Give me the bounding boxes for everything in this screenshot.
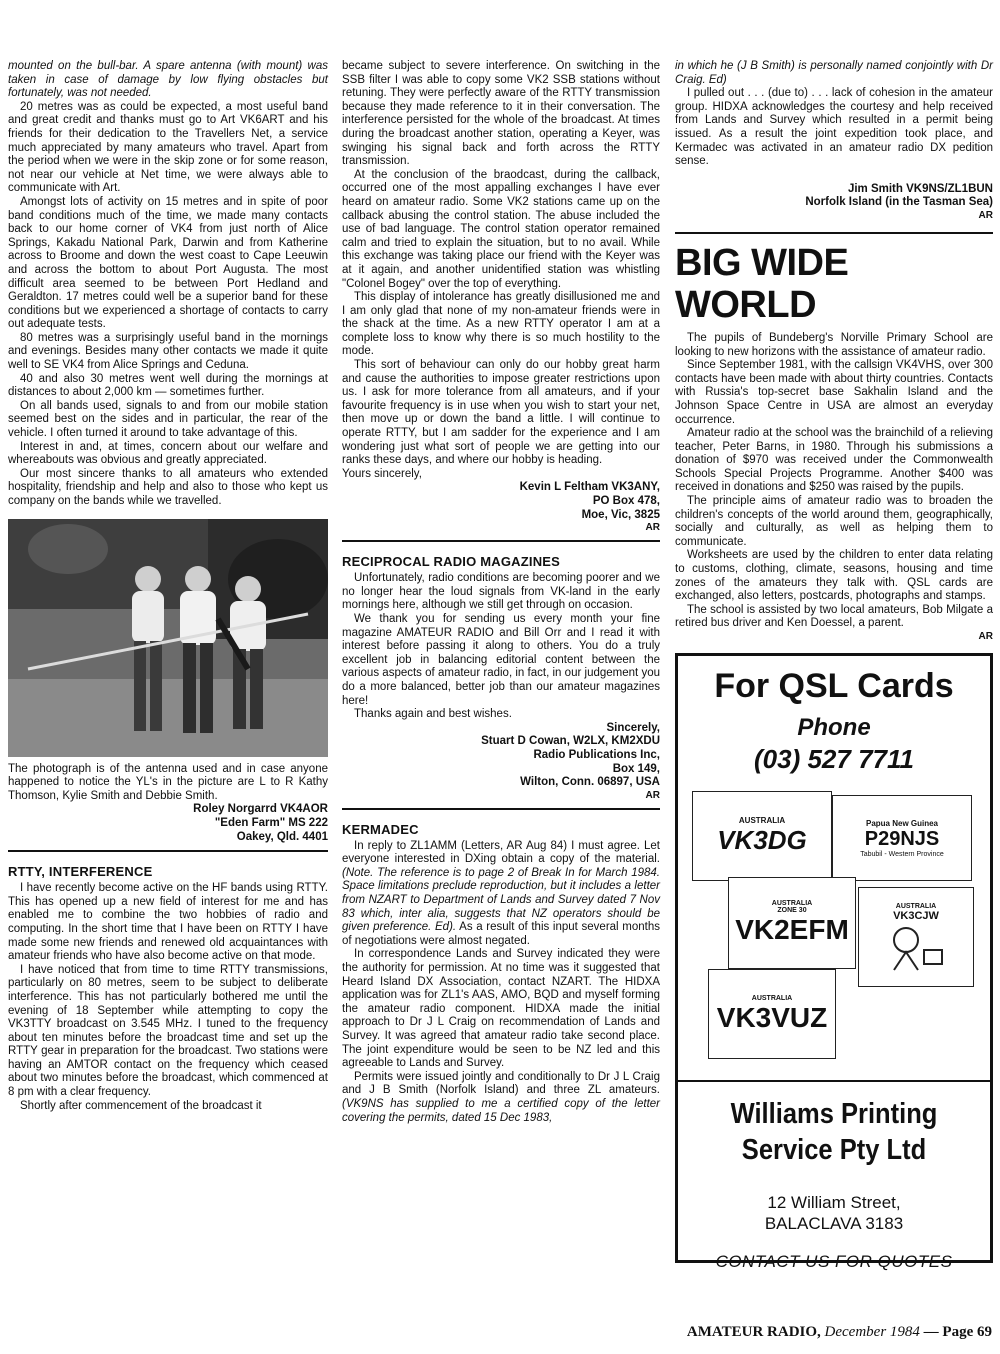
signature-address: PO Box 478,: [592, 495, 660, 507]
company-name: Service Pty Ltd: [741, 1134, 927, 1166]
signature-address: Wilton, Conn. 06897, USA: [520, 776, 660, 789]
column-right: [675, 60, 993, 1271]
ad-phone-label: Phone: [797, 714, 871, 741]
paragraph: The pupils of Bundeberg's Norville Primary School are looking to new horizons with the assistance of amateur radio.: [675, 331, 993, 358]
card-label: AUSTRALIA: [771, 900, 813, 907]
editor-note: (VK9NS has supplied to me a certified copy of the letter covering the permits, dated 15 Dec 1983,: [342, 1097, 660, 1124]
paragraph: We thank you for sending us every month your fine magazine AMATEUR RADIO and Bill Orr and I read it with interest before passing it along to others. You do a truly excellent job in balancing editorial content between the various aspects of amateur radio, in fact, in our judgement you do a more balanced, better job than our amateur magazines here!: [342, 612, 660, 707]
printing-advertisement: [675, 653, 993, 1271]
card-label: AUSTRALIA: [738, 816, 786, 825]
photo-caption: The photograph is of the antenna used and in case anyone happened to notice the YL's in the picture are L to R Kathy Thomson, Kylie Smith and Debbie Smith.: [8, 762, 328, 802]
paragraph: Since September 1981, with the callsign VK4VHS, over 300 contacts have been made with about thirty countries. Contacts with Russia's top-secret base Sakhalin Island and the Johnson Space Centre in USA are almost an everyday occurrence.: [675, 359, 993, 426]
ar-mark: AR: [978, 209, 993, 221]
signature-address: Box 149,: [612, 762, 660, 775]
paragraph: In correspondence Lands and Survey indicated they were the authority for permission. At no time was it suggested that Heard Island DX Association, contact NZART. The HIDXA application was for ZL1's AAS, AMO, BQD and myself forming the amateur radio component. HIDXA made the initial approach to Dr J L Craig on recommendation of Lands and Survey. It was agreed that amateur radio take second place. The joint expenditure would be seen to be NZ led and this agreeable to Lands and Survey.: [342, 948, 660, 1070]
editor-note: (Note. The reference is to page 2 of Break In for March 1984. Space limitations preclude reproduction, but it includes a letter from NZART to Department of Lands and Survey dated 7 Nov 83 which, inter alia, suggests that NZ operators should be given preference. Ed).: [342, 866, 660, 934]
signature-closing: Sincerely,: [606, 721, 660, 734]
cartoon-icon: [886, 922, 946, 972]
signature-address: Norfolk Island (in the Tasman Sea): [805, 196, 993, 209]
paragraph: 20 metres was as could be expected, a most useful band and great credit and thanks must go to Art VK6ART and his friends for their dedication to the Travellers Net, a service much appreciated by many amateurs who travel. Apart from the period when we were in the skip zone or for some reason, not near our vehicle at Net time, we were always able to communicate with Art.: [8, 100, 328, 195]
paragraph: The principle aims of amateur radio was to broaden the children's concepts of the world around them, geographically, socially and culturally, as well as helping them to communicate.: [675, 495, 993, 548]
ar-mark: AR: [645, 522, 660, 534]
card-label: Papua New Guinea: [865, 818, 939, 828]
qsl-card: [858, 887, 974, 987]
paragraph: Worksheets are used by the children to enter data relating to customs, clothing, climate, seasons, housing and time zones of the amateurs they talk with. QSL cards are exchanged, also letters, postcards, photographs and stamps.: [675, 549, 993, 603]
paragraph: I have noticed that from time to time RTTY transmissions, particularly on 80 metres, seem to be subject to deliberate interference. This has not particularly bothered me until the evening of 18 September while attempting to copy the VK3TTY broadcast on 3.545 MHz. I tuned to the frequency about ten minutes before the broadcast time and set up the RTTY gear in preparation for the broadcast. Two stations were having an AMTOR contact on the frequency which ceased about two minutes before the broadcast, which commenced at 8 pm with a clear frequency.: [8, 963, 328, 1099]
card-callsign: VK3VUZ: [716, 1001, 828, 1033]
paragraph: Shortly after commencement of the broadcast it: [20, 1099, 262, 1112]
paragraph: [342, 840, 660, 949]
signature-name: Roley Norgarrd VK4AOR: [193, 803, 328, 816]
qsl-card: [708, 969, 836, 1059]
column-left: [8, 60, 328, 1113]
signature-name: Jim Smith VK9NS/ZL1BUN: [847, 182, 993, 195]
company-address: 12 William Street,: [767, 1193, 901, 1212]
signature-address: Oakey, Qld. 4401: [236, 830, 328, 843]
paragraph: On all bands used, signals to and from our mobile station seemed best on the sides and in particular, the rear of the vehicle. I often turned it around to take advantage of this.: [8, 399, 328, 440]
paragraph: At the conclusion of the braodcast, during the callback, occurred one of the most appalling exchanges I have ever heard on amateur radio. Some VK2 stations came up on the callback abusing the control station. The abuse included the use of bad language. The control station operator remained calm and tried to explain the situation, but to no avail. While this exchange was taking place our friend with the Keyer was at it again, and another unidentified station was whistling "Colonel Bogey" over the top of everything.: [342, 168, 660, 290]
qsl-card: [832, 795, 972, 881]
column-middle: [342, 60, 660, 1125]
qsl-card: [728, 877, 856, 969]
paragraph: Our most sincere thanks to all amateurs who extended hospitality, friendship and help and also to those who kept us company on the bands while we travelled.: [8, 467, 328, 507]
antenna-photo: [8, 519, 328, 757]
signature-address: Moe, Vic, 3825: [581, 508, 660, 521]
magazine-name: AMATEUR RADIO,: [686, 1324, 821, 1340]
ar-mark: AR: [645, 789, 660, 801]
card-label: AUSTRALIA: [751, 994, 793, 1002]
paragraph: in which he (J B Smith) is personally named conjointly with Dr Craig. Ed): [675, 60, 993, 86]
paragraph: 80 metres was a surprisingly useful band in the mornings and evenings. Besides many other contacts we made it quite well to SE VK4 from Alice Springs and Ceduna.: [8, 331, 328, 372]
ad-title: For QSL Cards: [714, 667, 954, 705]
signature-address: "Eden Farm" MS 222: [214, 816, 328, 829]
divider: [342, 808, 660, 810]
paragraph: Amateur radio at the school was the brainchild of a relieving teacher, Peter Barns, in 1980. Through his submissions a donation of $970 was received under the Commonwealth Schools Special Projects Programme. Another $400 was received in donations and $250 was raised by the pupils.: [675, 427, 993, 494]
card-callsign: VK2EFM: [735, 914, 849, 945]
paragraph: became subject to severe interference. On switching in the SSB filter I was able to copy some VK2 SSB stations without retuning. They were perfectly aware of the RTTY transmission because they made reference to it in their conversation. The interference persisted for the whole of the broadcast. At times during the broadcast another station, operating a Keyer, was swinging his signal back and forth across the RTTY transmission.: [342, 60, 660, 168]
paragraph: Unfortunately, radio conditions are becoming poorer and we no longer hear the loud signals from VK-land in the early mornings here, although we still get through on occasion.: [342, 572, 660, 612]
divider: [342, 540, 660, 542]
divider: [675, 232, 993, 234]
qsl-card: [692, 791, 832, 881]
card-callsign: P29NJS: [864, 827, 940, 850]
card-label: AUSTRALIA: [895, 902, 937, 910]
section-heading: RECIPROCAL RADIO MAGAZINES: [342, 554, 561, 570]
paragraph: This sort of behaviour can only do our hobby great harm and cause the authorities to impose greater restrictions upon us. I ask for more tolerance from all amateurs, and if your favourite frequency is in use when you wish to start your net, then move up or down the band a little. I will continue to operate RTTY, but I am sadder for the experience and I am wondering just what sort of people we are getting into our ranks these days, and where our hobby is heading.: [342, 359, 660, 467]
company-address: BALACLAVA 3183: [764, 1214, 904, 1233]
paragraph: I have recently become active on the HF bands using RTTY. This has opened up a new field of interest for me and has enabled me to combine the two hobbies of radio and computing. In the short time that I have been on RTTY I have made some new friends and renewed old acquaintances with amateur friends who have also become active on that mode.: [8, 882, 328, 963]
section-heading: BIG WIDE WORLD: [675, 241, 849, 326]
page-number: — Page 69: [923, 1324, 992, 1340]
text-span: As a result of this input several months of negotiations were almost negated.: [342, 921, 660, 947]
signature-name: Kevin L Feltham VK3ANY,: [519, 481, 660, 494]
signature-name: Stuart D Cowan, W2LX, KM2XDU: [481, 735, 660, 748]
company-name: Williams Printing: [730, 1098, 938, 1130]
section-heading: RTTY, INTERFERENCE: [8, 864, 153, 880]
page-footer: [687, 1324, 992, 1341]
paragraph: This display of intolerance has greatly disillusioned me and I am only glad that none of my non-amateur friends were in the shack at the time. As a new RTTY operator I am at a complete loss to know why there is so much hostility to the mode.: [342, 291, 660, 358]
photo-illustration: [8, 519, 328, 757]
paragraph: The school is assisted by two local amateurs, Bob Milgate a retired bus driver and Ken Doessel, a parent.: [675, 603, 993, 630]
paragraph: Interest in and, at times, concern about our welfare and whereabouts was obvious and greatly appreciated.: [8, 440, 328, 467]
paragraph: [342, 1071, 660, 1125]
paragraph: 40 and also 30 metres went well during the mornings at distances to about 2,000 km — sometimes further.: [8, 372, 328, 399]
text-span: In reply to ZL1AMM (Letters, AR Aug 84) I must agree. Let everyone interested in DXing obtain a copy of the material.: [342, 839, 660, 866]
section-heading: KERMADEC: [342, 821, 419, 837]
qsl-card-collage: [692, 791, 976, 1066]
paragraph: Yours sincerely,: [342, 467, 422, 480]
divider: [678, 1080, 990, 1082]
card-label: Tabubil - Western Province: [860, 850, 944, 858]
paragraph: mounted on the bull-bar. A spare antenna (with mount) was taken in case of damage by low flying obstacles but fortunately, was not needed.: [8, 60, 328, 100]
signature-address: Radio Publications Inc,: [533, 748, 660, 761]
issue-date: December 1984: [824, 1324, 920, 1340]
ad-phone: (03) 527 7711: [754, 744, 914, 774]
card-callsign: VK3CJW: [893, 909, 939, 922]
paragraph: I pulled out . . . (due to) . . . lack of cohesion in the amateur group. HIDXA acknowledges the courtesy and help received from Lands and Survey which resulted in a permit being issued. As a result the joint expedition took place, and Kermadec was activated in an amateur radio DX pedition sense.: [675, 87, 993, 168]
paragraph: Amongst lots of activity on 15 metres and in spite of poor band conditions much of the time, we made many contacts back to our home corner of VK4 from just north of Alice Springs, Kakadu National Park, Darwin and from Katherine across to Broome and down the west coast to Cape Leeuwin and across the bottom to about Port Augusta. The most difficult area seemed to be between Port Hedland and Geraldton. 17 metres could well be a superior band for these conditions but we experienced a shortage of contacts to carry out adequate tests.: [8, 195, 328, 331]
text-span: Permits were issued jointly and conditionally to Dr J L Craig and J B Smith (Norfolk Island) and three ZL amateurs.: [342, 1070, 660, 1097]
ar-mark: AR: [978, 631, 993, 642]
card-label: ZONE 30: [777, 907, 807, 914]
paragraph: Thanks again and best wishes.: [354, 708, 512, 721]
divider: [8, 850, 328, 852]
card-callsign: VK3DG: [717, 825, 807, 855]
ad-call-to-action: CONTACT US FOR QUOTES: [715, 1252, 953, 1271]
